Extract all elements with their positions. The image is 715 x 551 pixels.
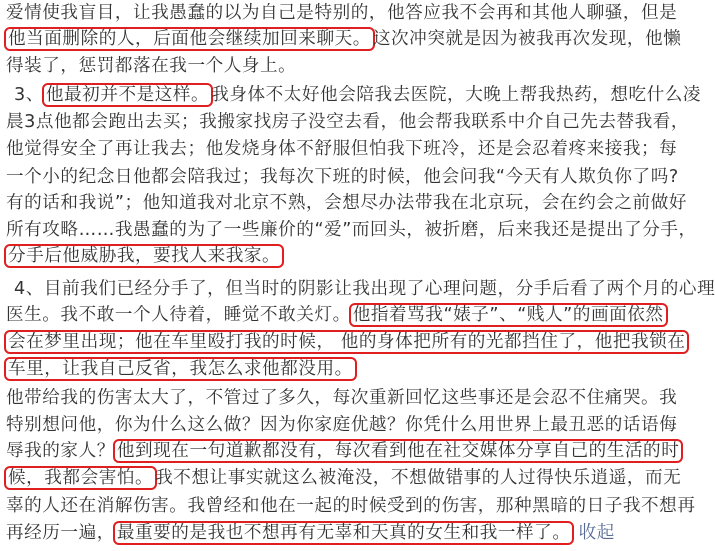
text-line <box>6 217 697 244</box>
text-line <box>6 53 296 80</box>
text-run: 他觉得安全了再让我去；他发烧身体不舒服但怕我下班冷，还是会忍着疼来接我；每 <box>6 139 678 159</box>
text-line <box>6 164 679 191</box>
text-line <box>6 520 615 547</box>
text-run: 特别想问他，你为什么这么做？因为你家庭优越？你凭什么用世界上最丑恶的话语侮 <box>6 415 678 435</box>
text-line <box>6 190 687 217</box>
highlighted-passage: 他当面删除的人，后面他会继续加回来聊天。 <box>4 27 375 51</box>
highlighted-passage: 会在梦里出现；他在车里殴打我的时候， 他的身体把所有的光都挡住了，他把我锁在 <box>4 330 689 354</box>
text-line <box>6 136 677 163</box>
collapse-link[interactable]: 收起 <box>578 523 615 543</box>
text-run: 辜的人还在消解伤害。我曾经和他在一起的时候受到的伤害，那种黑暗的日子我不想再 <box>6 496 696 516</box>
text-run: 我不想让事实就这么被淹没，不想做错事的人过得快乐逍遥，而无 <box>155 468 682 488</box>
highlighted-passage: 他最初并不是这样。 <box>42 83 213 107</box>
highlighted-passage: 候，我都会害怕。 <box>4 466 157 490</box>
text-run: 这次冲突就是因为被我再次发现，他懒 <box>372 29 682 49</box>
text-run: 得装了，惩罚都落在我一个人身上。 <box>6 56 297 76</box>
highlighted-passage: 他到现在一句道歉都没有，每次看到他在社交媒体分享自己的生活的时 <box>113 439 683 463</box>
text-run: 医生。我不敢一个人待着，睡觉不敢关灯。 <box>6 305 351 325</box>
text-line <box>6 385 677 412</box>
text-line <box>6 302 666 329</box>
text-line <box>6 0 677 27</box>
text-line <box>6 329 687 356</box>
highlighted-passage: 车里，让我自己反省，我怎么求他都没用。 <box>4 357 357 381</box>
text-run: 4、目前我们已经分手了，但当时的阴影让我出现了心理问题，分手后看了两个月的心理 <box>14 279 715 299</box>
text-run: 辱我的家人？ <box>6 441 115 461</box>
text-line <box>6 438 681 465</box>
text-run: 晨3点他都会跑出去买；我搬家找房子没空去看，他会帮我联系中介自己先去替我看， <box>6 112 690 132</box>
text-run: 一个小的纪念日他都会陪我过；我每次下班的时候，他会问我“今天有人欺负你了吗? <box>6 167 679 187</box>
text-run: 再经历一遍， <box>6 523 115 543</box>
text-run: 我身体不太好他会陪我去医院，大晚上帮我热药，想吃什么凌 <box>211 85 702 105</box>
text-line <box>6 493 695 520</box>
text-run: 所有攻略……我愚蠢的为了一些廉价的“爱”而回头，被折磨，后来我还是提出了分手， <box>6 220 697 240</box>
text-line <box>6 243 282 270</box>
text-run: 爱情使我盲目，让我愚蠢的以为自己是特别的，他答应我不会再和其他人聊骚，但是 <box>6 3 678 23</box>
text-line <box>6 356 355 383</box>
text-run: 有的话和我说”；他知道我对北京不熟，会想尽办法带我在北京玩，会在约会之前做好 <box>6 193 687 213</box>
text-line <box>14 276 715 303</box>
highlighted-passage: 最重要的是我也不想再有无辜和天真的女生和我一样了。 <box>113 521 575 545</box>
text-run: 3、 <box>14 85 44 105</box>
text-run: 他带给我的伤害太大了，不管过了多久，每次重新回忆这些事还是会忍不住痛哭。我 <box>6 388 678 408</box>
highlighted-passage: 他指着骂我“婊子”、“贱人”的画面依然 <box>349 303 668 327</box>
text-line <box>6 26 681 53</box>
text-line <box>6 465 681 492</box>
text-line <box>14 82 701 109</box>
highlighted-passage: 分手后他威胁我，要找人来我家。 <box>4 244 284 268</box>
text-line <box>6 412 677 439</box>
text-line <box>6 109 689 136</box>
